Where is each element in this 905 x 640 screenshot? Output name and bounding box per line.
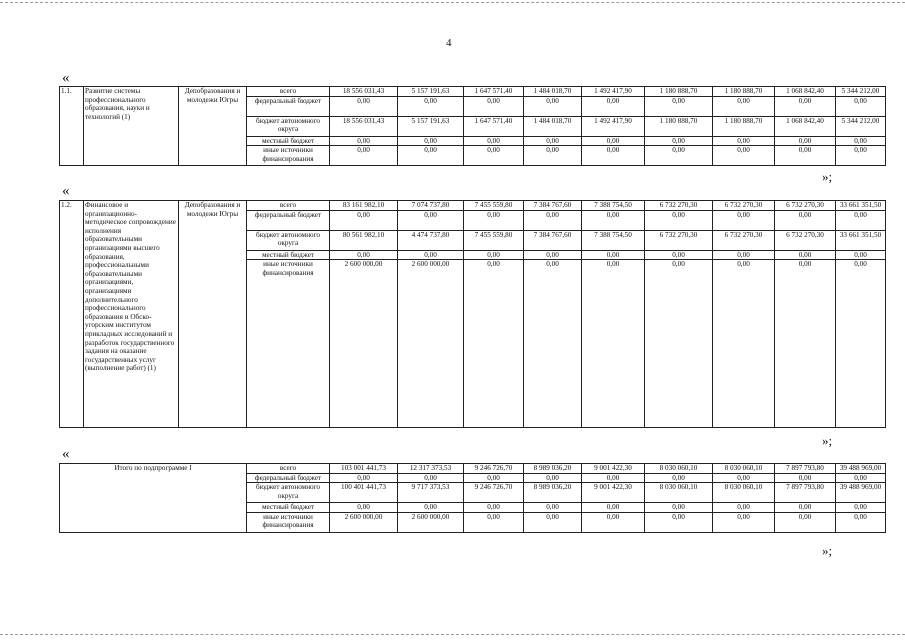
value-cell: 0,00: [645, 210, 713, 230]
value-cell: 0,00: [330, 503, 398, 513]
value-cell: 0,00: [524, 136, 582, 146]
source-label: всего: [247, 87, 330, 97]
value-cell: 0,00: [524, 503, 582, 513]
value-cell: 0,00: [713, 136, 775, 146]
value-cell: 0,00: [713, 473, 775, 483]
value-cell: 1 068 842,40: [775, 87, 836, 97]
value-cell: 8 030 060,10: [713, 464, 775, 474]
value-cell: 39 488 969,00: [836, 483, 886, 503]
value-cell: 2 600 000,00: [330, 260, 398, 428]
value-cell: 0,00: [645, 136, 713, 146]
value-cell: 0,00: [398, 250, 464, 260]
value-cell: 1 484 018,70: [524, 116, 582, 136]
value-cell: 7 384 767,60: [524, 230, 582, 250]
value-cell: 7 455 559,80: [464, 201, 524, 211]
value-cell: 0,00: [524, 512, 582, 532]
value-cell: 0,00: [398, 96, 464, 116]
value-cell: 6 732 270,30: [713, 230, 775, 250]
value-cell: 0,00: [775, 250, 836, 260]
source-label: федеральный бюджет: [247, 210, 330, 230]
page-number: 4: [446, 37, 452, 49]
value-cell: 8 030 060,10: [713, 483, 775, 503]
value-cell: 0,00: [775, 473, 836, 483]
section-table-1-1: [59, 86, 886, 166]
source-label: иные источники финансирования: [247, 146, 330, 166]
value-cell: 9 246 726,70: [464, 483, 524, 503]
value-cell: 0,00: [775, 96, 836, 116]
value-cell: 9 246 726,70: [464, 464, 524, 474]
section-number: 1.2.: [60, 201, 84, 428]
value-cell: 6 732 270,30: [713, 201, 775, 211]
value-cell: 4 474 737,80: [398, 230, 464, 250]
value-cell: 0,00: [836, 512, 886, 532]
value-cell: 0,00: [398, 136, 464, 146]
value-cell: 9 001 422,30: [582, 464, 645, 474]
source-label: бюджет автономного округа: [247, 230, 330, 250]
value-cell: 0,00: [836, 136, 886, 146]
close-quote: »;: [822, 543, 833, 558]
value-cell: 0,00: [464, 146, 524, 166]
close-quote: »;: [822, 169, 833, 184]
value-cell: 0,00: [645, 260, 713, 428]
section-name: Развитие системы профессионального образования, науки и технологий (1): [84, 87, 179, 166]
value-cell: 1 647 571,40: [464, 116, 524, 136]
value-cell: 0,00: [645, 250, 713, 260]
value-cell: 1 492 417,90: [582, 87, 645, 97]
value-cell: 1 068 842,40: [775, 116, 836, 136]
value-cell: 8 989 036,20: [524, 464, 582, 474]
value-cell: 0,00: [330, 250, 398, 260]
value-cell: 0,00: [524, 96, 582, 116]
value-cell: 0,00: [713, 146, 775, 166]
source-label: всего: [247, 201, 330, 211]
source-label: всего: [247, 464, 330, 474]
value-cell: 100 401 441,73: [330, 483, 398, 503]
value-cell: 6 732 270,30: [775, 201, 836, 211]
value-cell: 33 661 351,50: [836, 230, 886, 250]
value-cell: 0,00: [582, 96, 645, 116]
value-cell: 0,00: [398, 210, 464, 230]
value-cell: 0,00: [775, 136, 836, 146]
value-cell: 7 384 767,60: [524, 201, 582, 211]
value-cell: 0,00: [582, 250, 645, 260]
value-cell: 2 600 000,00: [398, 260, 464, 428]
value-cell: 0,00: [836, 146, 886, 166]
value-cell: 0,00: [330, 210, 398, 230]
source-label: местный бюджет: [247, 250, 330, 260]
value-cell: 7 455 559,80: [464, 230, 524, 250]
source-label: федеральный бюджет: [247, 473, 330, 483]
value-cell: 0,00: [713, 512, 775, 532]
value-cell: 0,00: [464, 136, 524, 146]
value-cell: 0,00: [330, 473, 398, 483]
value-cell: 0,00: [836, 473, 886, 483]
value-cell: 0,00: [464, 503, 524, 513]
section-table-1-2: [59, 200, 886, 428]
value-cell: 5 157 191,63: [398, 116, 464, 136]
value-cell: 2 600 000,00: [398, 512, 464, 532]
responsible-executor: Депобразования и молодежи Югры: [179, 87, 247, 166]
value-cell: 0,00: [582, 512, 645, 532]
value-cell: 1 180 888,70: [645, 116, 713, 136]
value-cell: 9 001 422,30: [582, 483, 645, 503]
value-cell: 0,00: [713, 250, 775, 260]
value-cell: 7 388 754,50: [582, 201, 645, 211]
value-cell: 0,00: [582, 210, 645, 230]
value-cell: 0,00: [330, 96, 398, 116]
value-cell: 83 161 982,10: [330, 201, 398, 211]
top-scan-edge: [0, 2, 905, 3]
section-number: 1.1.: [60, 87, 84, 166]
open-quote: «: [62, 446, 70, 462]
value-cell: 0,00: [524, 146, 582, 166]
value-cell: 0,00: [836, 210, 886, 230]
value-cell: 8 989 036,20: [524, 483, 582, 503]
value-cell: 0,00: [582, 473, 645, 483]
table-row: [60, 87, 886, 97]
value-cell: 1 647 571,40: [464, 87, 524, 97]
value-cell: 8 030 060,10: [645, 464, 713, 474]
value-cell: 39 488 969,00: [836, 464, 886, 474]
value-cell: 0,00: [524, 250, 582, 260]
value-cell: 0,00: [775, 260, 836, 428]
value-cell: 0,00: [330, 146, 398, 166]
value-cell: 1 180 888,70: [645, 87, 713, 97]
value-cell: 0,00: [645, 503, 713, 513]
value-cell: 0,00: [582, 503, 645, 513]
value-cell: 1 492 417,90: [582, 116, 645, 136]
close-quote: »;: [822, 433, 833, 448]
value-cell: 7 897 793,80: [775, 464, 836, 474]
open-quote: «: [62, 183, 70, 199]
value-cell: 0,00: [836, 503, 886, 513]
source-label: местный бюджет: [247, 503, 330, 513]
section-name: Финансовое и организационно-методическое сопровождение исполнения образовательными организациями высшего образования, профессиональными образовательными организациями, организациями дополнительного профессионального образования и Обско-угорским институтом прикладных исследований и разработок государственного задания на оказание государственных услуг (выполнение работ) (1): [84, 201, 179, 428]
value-cell: 0,00: [775, 210, 836, 230]
value-cell: 0,00: [713, 96, 775, 116]
value-cell: 0,00: [713, 260, 775, 428]
value-cell: 1 484 018,70: [524, 87, 582, 97]
source-label: бюджет автономного округа: [247, 483, 330, 503]
value-cell: 0,00: [836, 96, 886, 116]
value-cell: 0,00: [464, 250, 524, 260]
value-cell: 0,00: [398, 146, 464, 166]
source-label: иные источники финансирования: [247, 512, 330, 532]
value-cell: 0,00: [524, 210, 582, 230]
source-label: федеральный бюджет: [247, 96, 330, 116]
value-cell: 12 317 373,53: [398, 464, 464, 474]
total-label: Итого по подпрограмме I: [60, 464, 247, 533]
value-cell: 0,00: [330, 136, 398, 146]
value-cell: 0,00: [398, 503, 464, 513]
value-cell: 0,00: [464, 210, 524, 230]
value-cell: 0,00: [524, 473, 582, 483]
source-label: иные источники финансирования: [247, 260, 330, 428]
value-cell: 0,00: [836, 250, 886, 260]
value-cell: 0,00: [464, 473, 524, 483]
value-cell: 5 344 212,00: [836, 116, 886, 136]
value-cell: 0,00: [582, 136, 645, 146]
value-cell: 0,00: [524, 260, 582, 428]
value-cell: 0,00: [775, 503, 836, 513]
value-cell: 18 556 031,43: [330, 87, 398, 97]
source-label: местный бюджет: [247, 136, 330, 146]
value-cell: 103 001 441,73: [330, 464, 398, 474]
value-cell: 0,00: [713, 210, 775, 230]
value-cell: 5 157 191,63: [398, 87, 464, 97]
value-cell: 0,00: [645, 512, 713, 532]
value-cell: 0,00: [582, 260, 645, 428]
open-quote: «: [62, 70, 70, 86]
value-cell: 7 388 754,50: [582, 230, 645, 250]
value-cell: 1 180 888,70: [713, 116, 775, 136]
bottom-scan-edge: [0, 634, 905, 635]
value-cell: 18 556 031,43: [330, 116, 398, 136]
value-cell: 0,00: [464, 512, 524, 532]
value-cell: 5 344 212,00: [836, 87, 886, 97]
value-cell: 0,00: [464, 96, 524, 116]
source-label: бюджет автономного округа: [247, 116, 330, 136]
value-cell: 9 717 373,53: [398, 483, 464, 503]
value-cell: 0,00: [836, 260, 886, 428]
value-cell: 0,00: [582, 146, 645, 166]
value-cell: 33 661 351,50: [836, 201, 886, 211]
table-row: [60, 464, 886, 474]
value-cell: 0,00: [775, 512, 836, 532]
value-cell: 80 561 982,10: [330, 230, 398, 250]
value-cell: 0,00: [645, 146, 713, 166]
value-cell: 2 600 000,00: [330, 512, 398, 532]
value-cell: 0,00: [775, 146, 836, 166]
total-table: [59, 463, 886, 533]
value-cell: 0,00: [645, 96, 713, 116]
responsible-executor: Депобразования и молодежи Югры: [179, 201, 247, 428]
table-row: [60, 201, 886, 211]
value-cell: 6 732 270,30: [775, 230, 836, 250]
value-cell: 7 897 793,80: [775, 483, 836, 503]
value-cell: 8 030 060,10: [645, 483, 713, 503]
value-cell: 1 180 888,70: [713, 87, 775, 97]
value-cell: 0,00: [645, 473, 713, 483]
value-cell: 6 732 270,30: [645, 201, 713, 211]
value-cell: 6 732 270,30: [645, 230, 713, 250]
value-cell: 0,00: [464, 260, 524, 428]
value-cell: 0,00: [398, 473, 464, 483]
value-cell: 7 074 737,80: [398, 201, 464, 211]
value-cell: 0,00: [713, 503, 775, 513]
